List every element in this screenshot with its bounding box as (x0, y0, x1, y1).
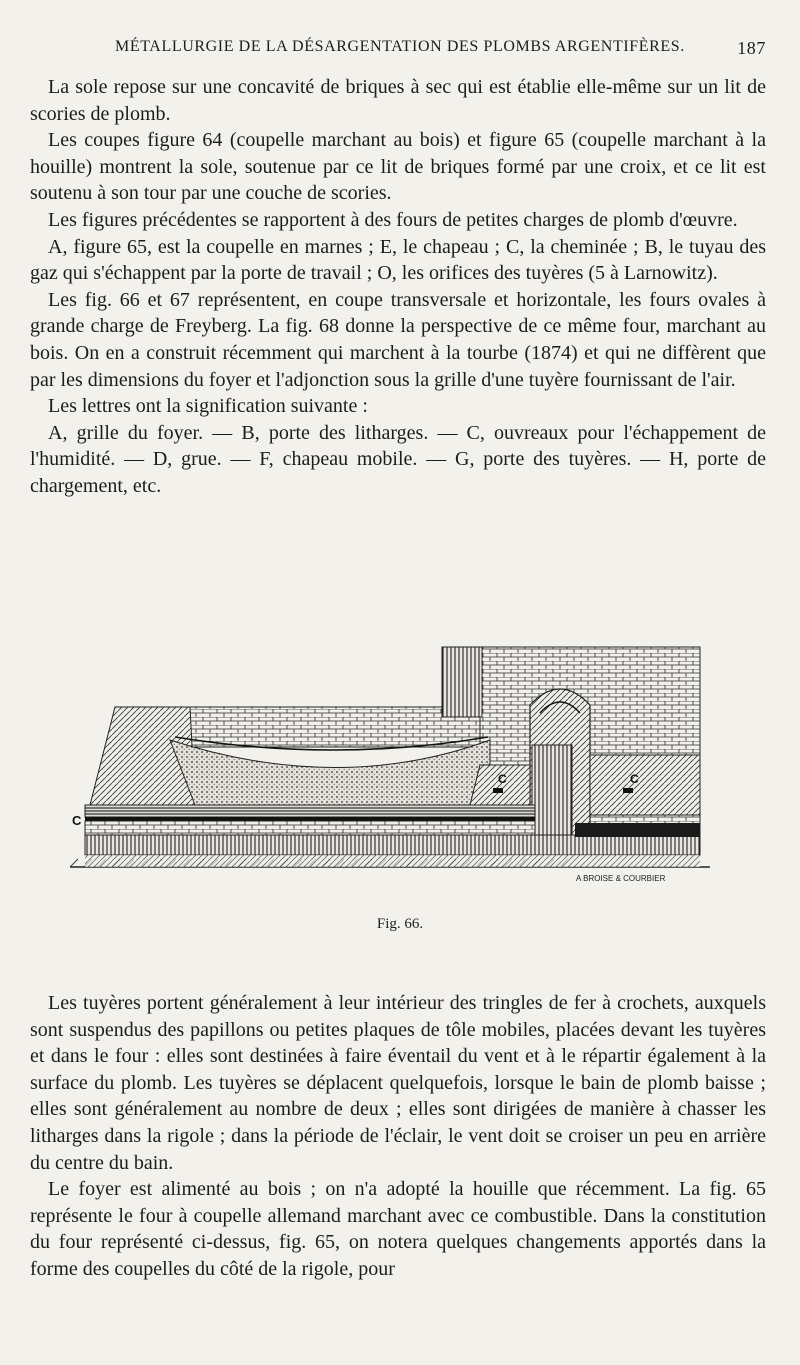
figure-caption: Fig. 66. (376, 916, 424, 932)
figure-label-c-right: C (630, 772, 639, 786)
paragraph: A, grille du foyer. — B, porte des litharges. — C, ouvreaux pour l'échappement de l'humidité. — D, grue. — F, chapeau mobile. — G, porte des tuyères. — H, porte de chargement, etc. (30, 421, 766, 497)
paragraph: Les lettres ont la signification suivante : (48, 395, 368, 418)
engraver-signature: A BROISE & COURBIER (576, 874, 666, 883)
paragraph: Les fig. 66 et 67 représentent, en coupe transversale et horizontale, les fours ovales à grande charge de Freyberg. La fig. 68 donne la perspective de ce même four, marchant au bois. On en a construit récemment qui marchent à la tourbe (1874) et qui ne diffèrent que par les dimensions du foyer et l'adjonction sous la grille d'une tuyère fournissant de l'air. (30, 288, 766, 391)
paragraph: A, figure 65, est la coupelle en marnes ; E, le chapeau ; C, la cheminée ; B, le tuyau des gaz qui s'échappent par la porte de travail ; O, les orifices des tuyères (5 à Larnowitz). (30, 235, 766, 285)
paragraph: La sole repose sur une concavité de briques à sec qui est établie elle-même sur un lit de scories de plomb. (30, 76, 766, 125)
text-block-bottom (30, 990, 766, 1283)
figure-66-illustration (70, 645, 710, 907)
paragraph: Les coupes figure 64 (coupelle marchant au bois) et figure 65 (coupelle marchant à la houille) montrent la sole, soutenue par ce lit de briques formé par une croix, et ce lit est soutenu à son tour par une couche de scories. (30, 129, 766, 205)
paragraph: Les tuyères portent généralement à leur intérieur des tringles de fer à crochets, auxquels sont suspendus des papillons ou petites plaques de tôle mobiles, placées devant les tuyères et dans le four : elles sont destinées à faire éventail du vent et à le répartir également à la surface du plomb. Les tuyères se déplacent quelquefois, lorsque le bain de plomb baisse ; elles sont généralement au nombre de deux ; elles sont dirigées de manière à chasser les litharges dans la rigole ; dans la période de l'éclair, le vent doit se croiser un peu en arrière du centre du bain. (30, 992, 766, 1174)
text-block-top (30, 74, 766, 500)
paragraph: Le foyer est alimenté au bois ; on n'a adopté la houille que récemment. La fig. 65 représente le four à coupelle allemand marchant avec ce combustible. Dans la constitution du four représenté ci-dessus, fig. 65, on notera quelques changements apportés dans la forme des coupelles du côté de la rigole, pour (30, 1178, 766, 1280)
page-number: 187 (737, 38, 766, 58)
figure-label-c-left: C (72, 813, 82, 828)
paragraph: Les figures précédentes se rapportent à des fours de petites charges de plomb d'œuvre. (48, 208, 738, 231)
running-title: MÉTALLURGIE DE LA DÉSARGENTATION DES PLOMBS ARGENTIFÈRES. (115, 38, 685, 55)
figure-label-c-mid: C (498, 772, 507, 786)
